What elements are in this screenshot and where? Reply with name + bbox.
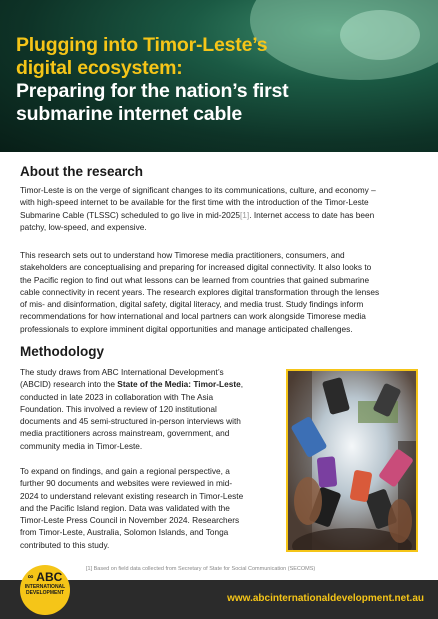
about-p1-line-1: Timor-Leste is on the verge of significant changes to its communications, culture, and economy – [20, 185, 376, 195]
method-p2-line-2: further 90 documents and websites were reviewed in mid- [20, 478, 233, 489]
method-p1-line-2-before: (ABCID) research into the [20, 379, 118, 390]
methodology-paragraph-2 [20, 465, 243, 551]
method-p2-line-4: and the Pacific Island region. Data was validated with the [20, 502, 230, 513]
subtitle-line-2: submarine internet cable [16, 103, 243, 125]
methodology-paragraph-1 [20, 366, 243, 452]
about-heading: About the research [20, 164, 144, 179]
method-p1-line-7: community media in Timor-Leste. [20, 440, 143, 451]
photo-illustration [288, 371, 416, 550]
method-p2-line-5: Timor-Leste Press Council in November 2024. Researchers [20, 515, 240, 526]
abc-lissajous-icon: ∞ [27, 572, 34, 581]
about-p2-line-3: the Pacific region to find out what lessons can be learned from countries that gained submarine [20, 274, 370, 285]
method-p1-line-6: media practitioners across mainstream, government, and [20, 428, 230, 439]
method-p2-line-1: To expand on findings, and gain a regional perspective, a [20, 466, 230, 476]
page-title [16, 34, 288, 126]
abc-logo [20, 570, 70, 596]
about-p2-line-7: professionals to explore imminent digital opportunities and manage anticipated challenges. [20, 323, 353, 334]
hero-glow-small [340, 10, 420, 60]
about-paragraph-1 [20, 184, 376, 233]
about-p2-line-6: recommendations for how international and local partners can work alongside Timorese media [20, 311, 366, 322]
method-p1-line-1: The study draws from ABC International Development’s [20, 367, 224, 377]
method-p2-line-7: contributed to this study. [20, 539, 110, 550]
about-p1-line-2: with high-speed internet to be available for the first time with the introduction of the Timor-Leste [20, 197, 369, 208]
logo-line-1: INTERNATIONAL [24, 584, 66, 590]
about-p1-line-3: Submarine Cable (TLSSC) scheduled to go live in mid-2025 [20, 209, 240, 220]
about-p2-line-4: cable connectivity in recent years. The research explores digital transformation through the lenses [20, 286, 380, 297]
method-p1-line-2-after: , [240, 379, 244, 390]
footnote-link[interactable]: [1] [239, 209, 250, 220]
method-p2-line-3: 2024 to understand relevant existing research in Timor-Leste [20, 490, 244, 501]
logo-abc-text: ABC [36, 570, 63, 584]
about-p1-line-4: patchy, low-speed, and expensive. [20, 221, 147, 232]
about-p2-line-1: This research sets out to understand how Timorese media practitioners, consumers, and [20, 250, 345, 260]
about-p2-line-2: stakeholders are conceptualising and preparing for increased digital connectivity. It also looks to [20, 262, 372, 273]
title-line-1: Plugging into Timor-Leste’s [16, 34, 268, 56]
footnote: [1] Based on field data collected from Secretary of State for Social Communication (SECOMS) [86, 566, 316, 572]
hero-banner [0, 0, 438, 152]
website-link[interactable]: www.abcinternationaldevelopment.net.au [227, 593, 424, 604]
logo-line-2: DEVELOPMENT [25, 590, 65, 596]
about-paragraph-2 [20, 249, 379, 335]
state-of-media-title: State of the Media: Timor-Leste [117, 379, 241, 390]
subtitle-line-1: Preparing for the nation’s first [16, 80, 289, 102]
method-p2-line-6: from Timor-Leste, Australia, Solomon Islands, and Tonga [20, 527, 229, 538]
about-p1-line-3-after: . Internet access to date has been [249, 209, 375, 220]
method-p1-line-3: conducted in late 2023 in collaboration with The Asia [20, 391, 214, 402]
method-p1-line-4: Foundation. This involved a review of 120 institutional [20, 403, 217, 414]
methodology-heading: Methodology [20, 344, 104, 359]
about-p2-line-5: of mis- and disinformation, digital safety, digital literacy, and media trust. Study findings inform [20, 299, 364, 310]
method-p1-line-5: documents and 45 semi-structured in-person interviews with [20, 416, 241, 427]
title-line-2: digital ecosystem: [16, 57, 183, 79]
phones-circle-photo [286, 369, 418, 552]
